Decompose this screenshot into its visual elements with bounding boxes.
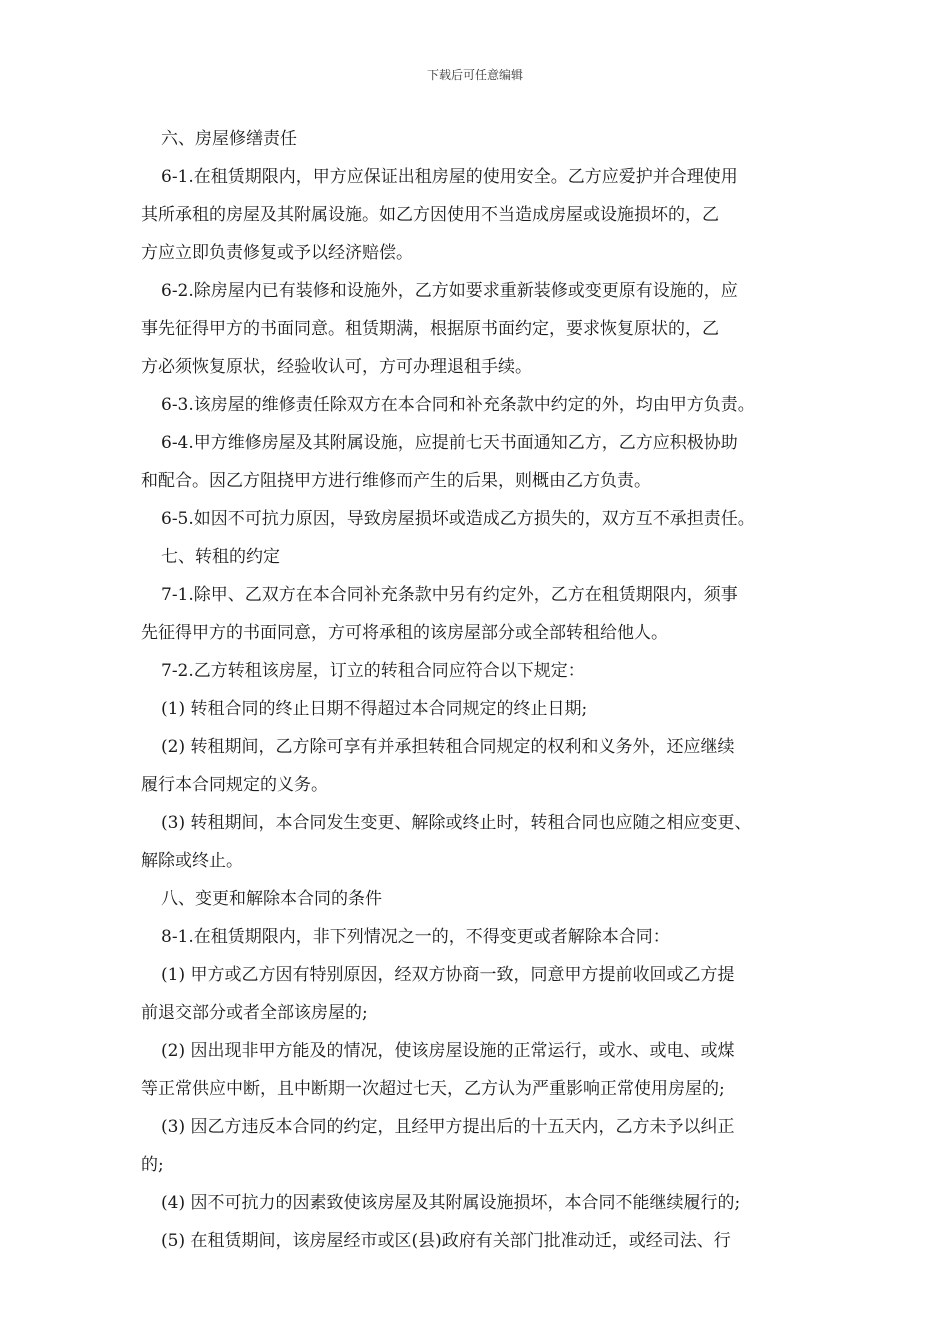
text-line: (3) 转租期间，本合同发生变更、解除或终止时，转租合同也应随之相应变更、 (161, 813, 752, 833)
text-line: 六、房屋修缮责任 (161, 129, 297, 149)
text-line: (1) 转租合同的终止日期不得超过本合同规定的终止日期; (161, 699, 588, 719)
text-line: 6-2.除房屋内已有装修和设施外，乙方如要求重新装修或变更原有设施的，应 (161, 281, 738, 301)
text-line: 7-1.除甲、乙双方在本合同补充条款中另有约定外，乙方在租赁期限内，须事 (161, 585, 738, 605)
text-line: 方必须恢复原状，经验收认可，方可办理退租手续。 (141, 357, 532, 377)
text-line: 前退交部分或者全部该房屋的; (141, 1003, 368, 1023)
text-line: 事先征得甲方的书面同意。租赁期满，根据原书面约定，要求恢复原状的，乙 (141, 319, 719, 339)
text-line: (5) 在租赁期间，该房屋经市或区(县)政府有关部门批准动迁，或经司法、行 (161, 1231, 731, 1251)
text-line: (2) 转租期间，乙方除可享有并承担转租合同规定的权利和义务外，还应继续 (161, 737, 735, 757)
text-line: 的; (141, 1155, 164, 1175)
text-line: 6-4.甲方维修房屋及其附属设施，应提前七天书面通知乙方，乙方应积极协助 (161, 433, 738, 453)
page-header: 下载后可任意编辑 (426, 68, 523, 82)
document-body (141, 120, 825, 1260)
text-line: 履行本合同规定的义务。 (141, 775, 328, 795)
text-line: 八、变更和解除本合同的条件 (161, 889, 382, 909)
text-line: 6-5.如因不可抗力原因，导致房屋损坏或造成乙方损失的，双方互不承担责任。 (161, 509, 755, 529)
text-line: 等正常供应中断，且中断期一次超过七天，乙方认为严重影响正常使用房屋的; (141, 1079, 725, 1099)
text-line: 6-3.该房屋的维修责任除双方在本合同和补充条款中约定的外，均由甲方负责。 (161, 395, 755, 415)
text-line: 七、转租的约定 (161, 547, 280, 567)
text-line: 8-1.在租赁期限内，非下列情况之一的，不得变更或者解除本合同： (161, 927, 670, 947)
text-line: (3) 因乙方违反本合同的约定，且经甲方提出后的十五天内，乙方未予以纠正 (161, 1117, 735, 1137)
text-line: (1) 甲方或乙方因有特别原因，经双方协商一致，同意甲方提前收回或乙方提 (161, 965, 735, 985)
text-line: 6-1.在租赁期限内，甲方应保证出租房屋的使用安全。乙方应爱护并合理使用 (161, 167, 738, 187)
text-line: 方应立即负责修复或予以经济赔偿。 (141, 243, 413, 263)
text-line: 先征得甲方的书面同意，方可将承租的该房屋部分或全部转租给他人。 (141, 623, 668, 643)
text-line: 其所承租的房屋及其附属设施。如乙方因使用不当造成房屋或设施损坏的，乙 (141, 205, 719, 225)
text-line: (2) 因出现非甲方能及的情况，使该房屋设施的正常运行，或水、或电、或煤 (161, 1041, 735, 1061)
text-line: (4) 因不可抗力的因素致使该房屋及其附属设施损坏，本合同不能继续履行的; (161, 1193, 741, 1213)
text-line: 和配合。因乙方阻挠甲方进行维修而产生的后果，则概由乙方负责。 (141, 471, 651, 491)
text-line: 7-2.乙方转租该房屋，订立的转租合同应符合以下规定： (161, 661, 585, 681)
text-line: 解除或终止。 (141, 851, 243, 871)
